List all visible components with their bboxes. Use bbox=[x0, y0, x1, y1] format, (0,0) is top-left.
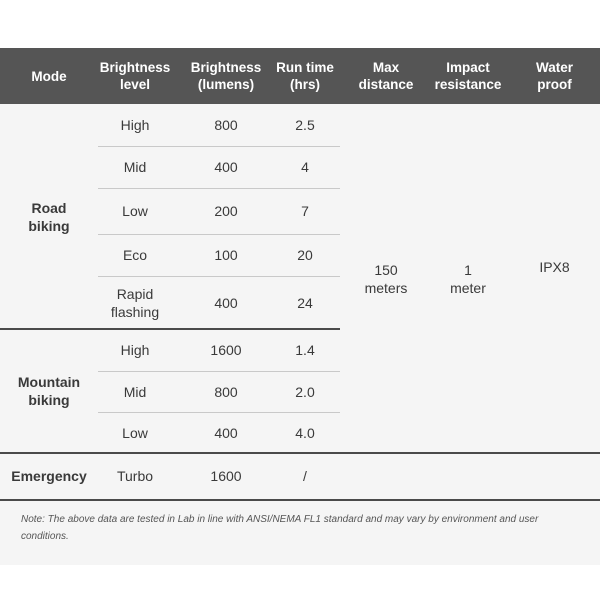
table-cell-level: Mid bbox=[123, 159, 147, 175]
group-road-biking: Road biking bbox=[28, 199, 70, 234]
shared-max-distance: 150 meters bbox=[364, 261, 408, 296]
header-brightness-lumens: Brightness (lumens) bbox=[190, 60, 262, 92]
row-divider bbox=[98, 146, 340, 147]
table-cell-level: Turbo bbox=[116, 468, 154, 484]
table-cell-level: High bbox=[120, 117, 150, 133]
table-cell-level: Low bbox=[122, 203, 148, 219]
group-mountain-biking: Mountain biking bbox=[17, 374, 81, 408]
table-cell-lumens: 1600 bbox=[210, 342, 242, 358]
header-max-distance: Max distance bbox=[358, 60, 414, 92]
group-emergency: Emergency bbox=[11, 468, 87, 484]
table-cell-runtime: / bbox=[303, 468, 307, 484]
table-cell-runtime: 2.5 bbox=[295, 117, 315, 133]
table-cell-lumens: 400 bbox=[214, 159, 238, 175]
table-cell-runtime: 24 bbox=[297, 294, 313, 311]
shared-impact-resistance: 1 meter bbox=[450, 261, 486, 296]
table-cell-lumens: 800 bbox=[214, 383, 238, 400]
table-cell-level: High bbox=[120, 342, 150, 358]
header-mode: Mode bbox=[31, 68, 67, 84]
header-brightness-level: Brightness level bbox=[99, 60, 171, 92]
table-cell-runtime: 2.0 bbox=[295, 383, 315, 400]
table-cell-lumens: 1600 bbox=[210, 468, 242, 484]
table-cell-runtime: 4 bbox=[301, 159, 309, 175]
table-cell-runtime: 7 bbox=[301, 203, 309, 219]
header-water-proof: Water proof bbox=[535, 60, 573, 92]
footnote: Note: The above data are tested in Lab in line with ANSI/NEMA FL1 standard and may vary by environment and user conditions. bbox=[21, 514, 539, 542]
table-cell-level: Mid bbox=[123, 383, 147, 400]
shared-water-proof: IPX8 bbox=[539, 258, 570, 275]
row-divider bbox=[98, 188, 340, 189]
table-cell-runtime: 4.0 bbox=[295, 424, 315, 441]
row-divider bbox=[98, 234, 340, 235]
row-divider bbox=[98, 276, 340, 277]
row-divider bbox=[98, 412, 340, 413]
table-cell-runtime: 1.4 bbox=[295, 342, 315, 358]
row-divider bbox=[98, 371, 340, 372]
table-cell-lumens: 200 bbox=[214, 203, 238, 219]
table-cell-lumens: 100 bbox=[214, 247, 238, 263]
table-cell-lumens: 400 bbox=[214, 424, 238, 441]
header-run-time: Run time (hrs) bbox=[276, 60, 334, 92]
group-divider bbox=[0, 452, 600, 454]
table-cell-lumens: 400 bbox=[214, 294, 238, 311]
table-cell-runtime: 20 bbox=[297, 247, 313, 263]
header-impact-resistance: Impact resistance bbox=[434, 60, 502, 92]
table-cell-level: Low bbox=[122, 424, 148, 441]
group-divider bbox=[0, 328, 340, 330]
table-cell-level: Rapid flashing bbox=[110, 285, 160, 320]
table-cell-lumens: 800 bbox=[214, 117, 238, 133]
table-cell-level: Eco bbox=[122, 247, 148, 263]
table-bottom-border bbox=[0, 499, 600, 501]
